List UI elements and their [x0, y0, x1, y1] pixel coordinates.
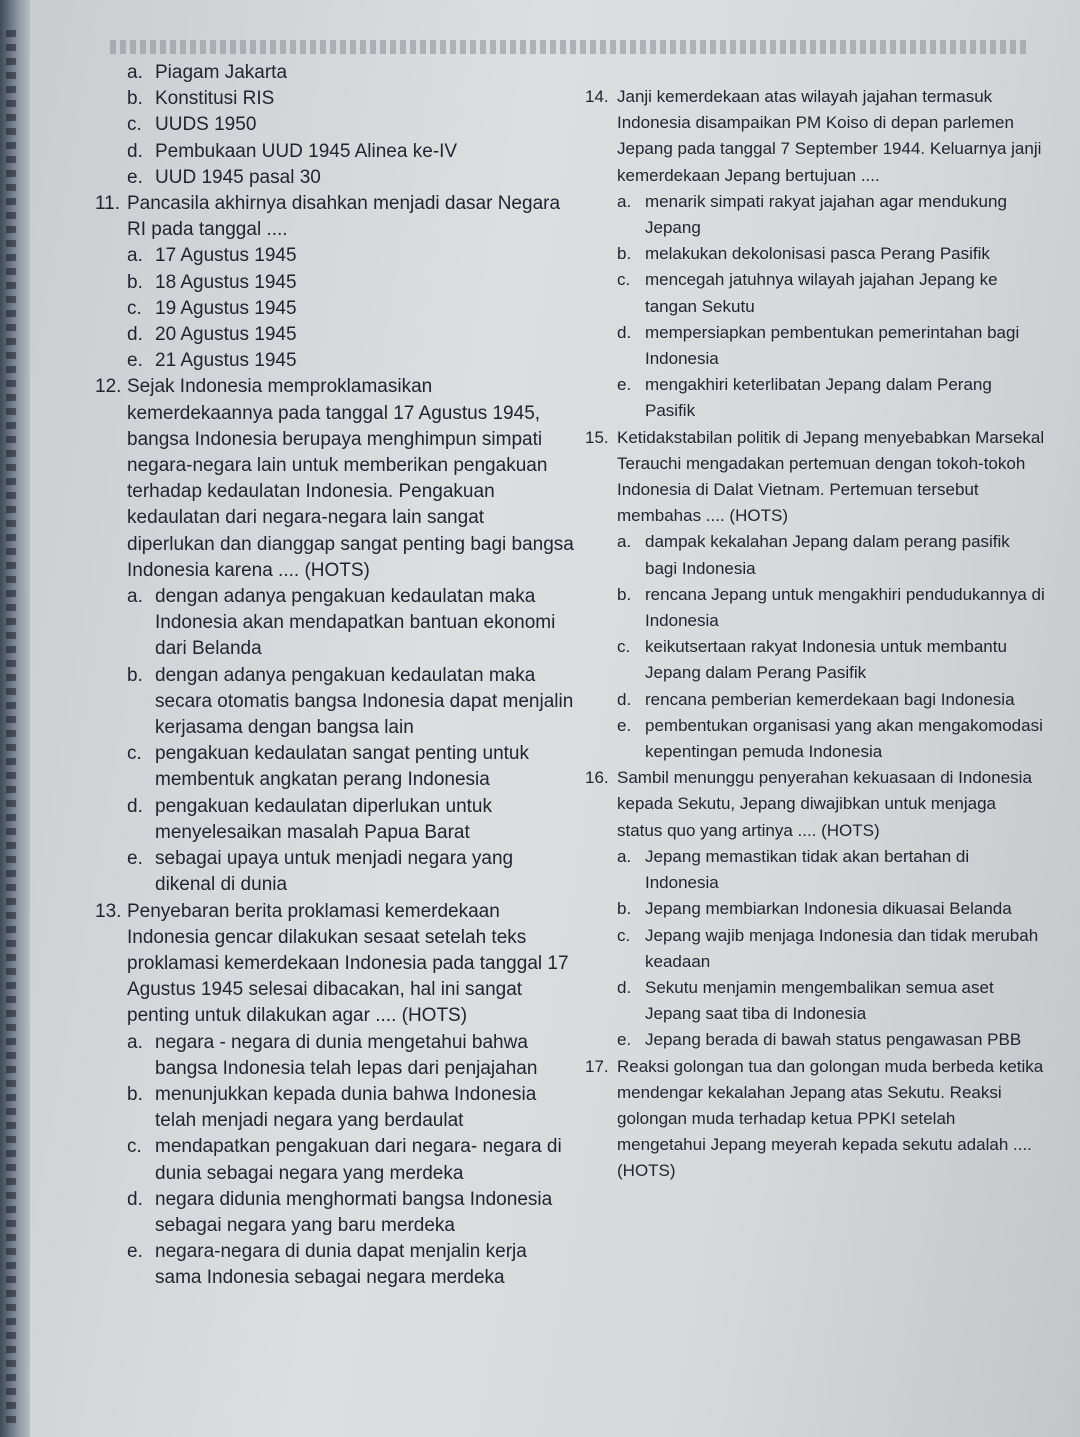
- option-text: rencana Jepang untuk mengakhiri pendudukannya di Indonesia: [645, 584, 1045, 631]
- question-17: [585, 1054, 1045, 1185]
- option: [127, 86, 575, 112]
- option-text: mempersiapkan pembentukan pemerintahan bagi Indonesia: [645, 322, 1020, 369]
- option-letter: d.: [127, 1188, 143, 1210]
- question-text: Sambil menunggu penyerahan kekuasaan di Indonesia kepada Sekutu, Jepang diwajibkan untuk menjaga status quo yang artinya .... (HOTS): [617, 768, 1032, 840]
- option: [127, 584, 575, 663]
- option-text: Piagam Jakarta: [155, 62, 288, 83]
- option-text: UUD 1945 pasal 30: [155, 166, 321, 188]
- question-number: 13.: [95, 900, 122, 922]
- option: [127, 60, 575, 86]
- option: [127, 846, 575, 898]
- book-spine: [0, 0, 30, 1437]
- option: [127, 741, 575, 793]
- option: [127, 794, 575, 846]
- option: [127, 270, 575, 296]
- option: [127, 663, 575, 742]
- option-text: Jepang memastikan tidak akan bertahan di Indonesia: [645, 846, 970, 893]
- option-text: mengakhiri keterlibatan Jepang dalam Perang Pasifik: [645, 375, 992, 421]
- option: [617, 529, 1045, 581]
- binding-holes: [6, 30, 16, 1430]
- option: [127, 1082, 575, 1134]
- option-letter: c.: [617, 925, 631, 945]
- option-text: keikutsertaan rakyat Indonesia untuk membantu Jepang dalam Perang Pasifik: [645, 637, 1007, 683]
- option-text: dengan adanya pengakuan kedaulatan maka secara otomatis bangsa Indonesia dapat menjalin kerjasama dengan bangsa lain: [155, 664, 574, 739]
- option-letter: b.: [127, 271, 143, 293]
- option-letter: b.: [127, 88, 143, 110]
- option: [127, 1187, 575, 1239]
- option-text: pengakuan kedaulatan diperlukan untuk menyelesaikan masalah Papua Barat: [155, 795, 492, 843]
- option-text: rencana pemberian kemerdekaan bagi Indonesia: [645, 689, 1015, 709]
- option-text: menunjukkan kepada dunia bahwa Indonesia telah menjadi negara yang berdaulat: [155, 1083, 537, 1132]
- option: [127, 1030, 575, 1082]
- option-letter: e.: [127, 166, 143, 188]
- option-letter: b.: [127, 1083, 143, 1105]
- option-letter: a.: [127, 62, 143, 83]
- question-number: 12.: [95, 376, 122, 398]
- option-letter: b.: [617, 899, 632, 919]
- option-letter: a.: [127, 245, 143, 267]
- option-text: Jepang membiarkan Indonesia dikuasai Belanda: [645, 899, 1012, 919]
- left-column: [95, 60, 575, 1292]
- option-letter: b.: [127, 664, 143, 686]
- option-text: mendapatkan pengakuan dari negara- negara di dunia sebagai negara yang merdeka: [155, 1136, 562, 1184]
- option-letter: c.: [127, 743, 142, 765]
- option: [127, 296, 575, 322]
- option-letter: d.: [617, 689, 632, 709]
- option: [617, 687, 1045, 713]
- option-letter: b.: [617, 584, 632, 604]
- option-letter: c.: [127, 1136, 142, 1158]
- option-letter: c.: [617, 270, 631, 290]
- option-letter: a.: [127, 586, 143, 608]
- option-letter: c.: [127, 297, 142, 319]
- option-text: sebagai upaya untuk menjadi negara yang dikenal di dunia: [155, 848, 514, 896]
- question-number: 11.: [95, 193, 121, 215]
- question-14: [585, 84, 1045, 189]
- option-letter: a.: [617, 532, 632, 552]
- option: [617, 241, 1045, 267]
- option-text: 20 Agustus 1945: [155, 324, 297, 346]
- option: [127, 165, 575, 191]
- option: [617, 975, 1045, 1027]
- question-11: [95, 191, 575, 243]
- option-letter: a.: [617, 846, 632, 866]
- option-letter: d.: [617, 977, 632, 997]
- option: [617, 1027, 1045, 1053]
- option-text: dampak kekalahan Jepang dalam perang pasifik bagi Indonesia: [645, 532, 1010, 578]
- option: [617, 320, 1045, 372]
- q10-options: [127, 60, 575, 191]
- option-text: Jepang berada di bawah status pengawasan PBB: [645, 1030, 1022, 1050]
- question-text: Reaksi golongan tua dan golongan muda berbeda ketika mendengar kekalahan Jepang atas Sekutu. Reaksi golongan muda terhadap ketua PPKI setelah mengetahui Jepang meyerah kepada sekutu adalah .... (HOTS): [617, 1056, 1044, 1181]
- option-letter: e.: [617, 1030, 632, 1050]
- right-column: [585, 84, 1045, 1185]
- option-text: pembentukan organisasi yang akan mengakomodasi kepentingan pemuda Indonesia: [645, 715, 1043, 762]
- question-15: [585, 425, 1045, 530]
- option: [127, 112, 575, 138]
- question-16: [585, 765, 1045, 844]
- option-text: negara-negara di dunia dapat menjalin kerja sama Indonesia sebagai negara merdeka: [155, 1241, 527, 1289]
- option-text: menarik simpati rakyat jajahan agar mendukung Jepang: [645, 191, 1007, 238]
- option-letter: d.: [127, 140, 143, 162]
- question-13: [95, 899, 575, 1030]
- option-letter: d.: [127, 795, 143, 817]
- option-text: UUDS 1950: [155, 114, 257, 136]
- option-letter: d.: [127, 324, 143, 346]
- option-letter: e.: [127, 350, 143, 372]
- question-text: Janji kemerdekaan atas wilayah jajahan termasuk Indonesia disampaikan PM Koiso di depan parlemen Jepang pada tanggal 7 September 1944. Keluarnya janji kemerdekaan Jepang bertujuan ....: [617, 87, 1042, 185]
- question-number: 16.: [585, 768, 609, 788]
- option: [127, 139, 575, 165]
- option: [617, 713, 1045, 765]
- option-letter: a.: [127, 1031, 143, 1053]
- option: [127, 1239, 575, 1291]
- option-letter: e.: [617, 375, 632, 395]
- option: [127, 1134, 575, 1186]
- option: [617, 267, 1045, 319]
- question-number: 17.: [585, 1056, 609, 1076]
- option-text: 21 Agustus 1945: [155, 350, 297, 372]
- option-text: Sekutu menjamin mengembalikan semua aset Jepang saat tiba di Indonesia: [645, 977, 994, 1024]
- option-letter: e.: [127, 1241, 143, 1263]
- question-number: 14.: [585, 87, 609, 106]
- option-letter: c.: [127, 114, 142, 136]
- option: [617, 189, 1045, 241]
- option-text: 19 Agustus 1945: [155, 297, 297, 319]
- option-letter: e.: [127, 848, 143, 870]
- option-text: mencegah jatuhnya wilayah jajahan Jepang ke tangan Sekutu: [645, 270, 998, 316]
- question-text: Sejak Indonesia memproklamasikan kemerdekaannya pada tanggal 17 Agustus 1945, bangsa Indonesia berupaya menghimpun simpati negara-negara lain untuk memberikan pengakuan terhadap kedaulatan Indonesia. Pengakuan kedaulatan dari negara-negara lain sangat diperlukan dan dianggap sangat penting bagi bangsa Indonesia karena .... (HOTS): [127, 376, 574, 581]
- question-text: Pancasila akhirnya disahkan menjadi dasar Negara RI pada tanggal ....: [127, 193, 561, 241]
- option: [617, 896, 1045, 922]
- option: [617, 844, 1045, 896]
- question-number: 15.: [585, 427, 609, 447]
- option-letter: b.: [617, 244, 632, 264]
- question-12: [95, 374, 575, 584]
- option-letter: a.: [617, 191, 632, 211]
- option-text: negara - negara di dunia mengetahui bahwa bangsa Indonesia telah lepas dari penjajahan: [155, 1031, 538, 1079]
- question-text: Penyebaran berita proklamasi kemerdekaan Indonesia gencar dilakukan sesaat setelah teks proklamasi kemerdekaan Indonesia pada tanggal 17 Agustus 1945 selesai dibacakan, hal ini sangat penting untuk dilakukan agar .... (HOTS): [127, 900, 569, 1027]
- page-top-band: [110, 40, 1030, 54]
- option-letter: e.: [617, 715, 632, 735]
- option-text: Pembukaan UUD 1945 Alinea ke-IV: [155, 140, 458, 162]
- option-text: pengakuan kedaulatan sangat penting untuk membentuk angkatan perang Indonesia: [155, 743, 529, 791]
- option: [617, 923, 1045, 975]
- option-text: dengan adanya pengakuan kedaulatan maka Indonesia akan mendapatkan bantuan ekonomi dari Belanda: [155, 586, 556, 660]
- option: [617, 372, 1045, 424]
- option: [617, 634, 1045, 686]
- option-letter: d.: [617, 322, 632, 342]
- option-text: 17 Agustus 1945: [155, 245, 297, 267]
- option-text: 18 Agustus 1945: [155, 271, 297, 293]
- option-text: Jepang wajib menjaga Indonesia dan tidak merubah keadaan: [645, 925, 1039, 971]
- option-text: melakukan dekolonisasi pasca Perang Pasifik: [645, 244, 990, 264]
- option: [127, 348, 575, 374]
- option-text: Konstitusi RIS: [155, 88, 275, 110]
- question-text: Ketidakstabilan politik di Jepang menyebabkan Marsekal Terauchi mengadakan pertemuan dengan tokoh-tokoh Indonesia di Dalat Vietnam. Pertemuan tersebut membahas .... (HOTS): [617, 427, 1045, 526]
- option: [127, 243, 575, 269]
- option-letter: c.: [617, 637, 631, 657]
- option: [617, 582, 1045, 634]
- option: [127, 322, 575, 348]
- option-text: negara didunia menghormati bangsa Indonesia sebagai negara yang baru merdeka: [155, 1188, 553, 1236]
